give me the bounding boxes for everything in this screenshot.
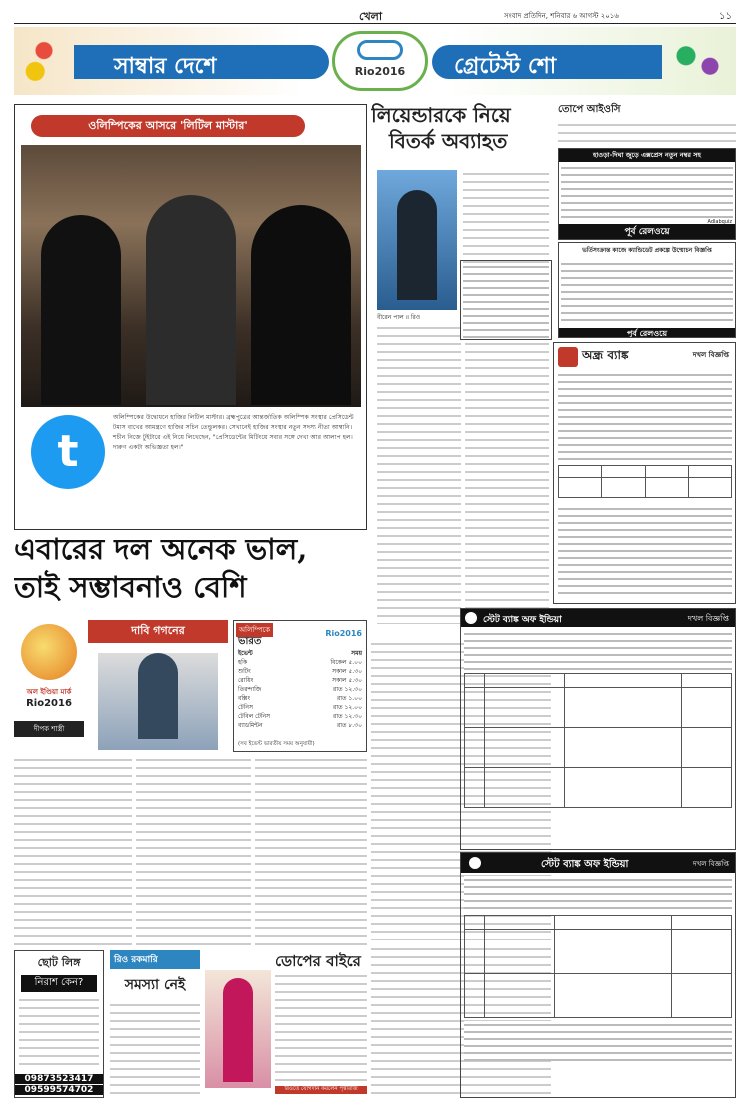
andhra-logo-icon bbox=[558, 347, 578, 367]
ad-andhra-bank bbox=[553, 342, 736, 604]
side-story bbox=[558, 102, 736, 146]
doping-body bbox=[275, 972, 367, 1082]
schedule-time: রাত ১২.০০ bbox=[333, 704, 362, 711]
ad-rail-body bbox=[561, 164, 733, 222]
lead-title-2: বিতর্ক অব্যাহত bbox=[389, 129, 508, 153]
photo-kicker bbox=[31, 115, 305, 137]
schedule-row bbox=[238, 676, 362, 685]
schedule-row bbox=[238, 685, 362, 694]
byline bbox=[14, 721, 84, 737]
photo-kicker-text: ওলিম্পিকের আসরে 'লিটিল মাস্টার' bbox=[88, 119, 248, 132]
andhra-sub: দখল বিজ্ঞপ্তি bbox=[692, 351, 729, 359]
dabi-box bbox=[88, 620, 228, 750]
lead-title-1: লিয়েন্ডারকে নিয়ে bbox=[371, 103, 511, 127]
photo-story bbox=[14, 104, 367, 530]
schedule-rows bbox=[234, 647, 366, 732]
rio-logo bbox=[332, 31, 428, 91]
small-ad-body bbox=[19, 996, 99, 1070]
andhra-table bbox=[558, 465, 732, 498]
schedule-row bbox=[238, 667, 362, 676]
schedule-logo: Rio2016 bbox=[325, 629, 362, 638]
person-silhouette bbox=[138, 653, 178, 739]
doping-title: ডোপের বাইরে bbox=[275, 952, 361, 970]
headline-line-1: এবারের দল অনেক ভাল, bbox=[14, 532, 308, 566]
banner-left-band bbox=[74, 45, 329, 79]
schedule-event: ইভেন্ট bbox=[238, 650, 253, 657]
small-ad bbox=[14, 950, 104, 1098]
andhra-body-2 bbox=[558, 505, 732, 599]
schedule-head bbox=[234, 621, 366, 647]
schedule-time: সকাল ৫.৩০ bbox=[332, 668, 362, 675]
sbi2-body bbox=[464, 876, 732, 912]
small-ad-phone-2: 09599574702 bbox=[15, 1085, 103, 1095]
small-ad-title: ছোট লিঙ্গ bbox=[37, 956, 81, 969]
schedule-event: হকি bbox=[238, 659, 248, 666]
ad-eastern bbox=[558, 242, 736, 338]
lead-body-2 bbox=[377, 324, 461, 624]
schedule-box bbox=[233, 620, 367, 752]
sbi-logo-icon bbox=[465, 612, 477, 624]
doping-photo bbox=[205, 970, 271, 1088]
top-line bbox=[14, 6, 736, 24]
main-photo bbox=[21, 145, 361, 407]
gagan-story-text-3 bbox=[255, 756, 367, 946]
banner-right-band bbox=[432, 45, 662, 79]
side-story-title: তোপে আইওসি bbox=[558, 104, 621, 115]
photo-caption: অলিম্পিকের উদ্বোধনে হাজির লিটিল মাস্টার। ব্রহ্মপুত্রের আন্তর্জাতিক অলিম্পিক সংস্থার প্রেসিডেন্ট টমাস বাখের আমন্ত্রণে হাজির সচিন তেন্ডুলকর। সেখানেই হাজির সংস্থার নতুন সদস্য নীতা আম্বানি। শচীন নিজে টুইটারে এই নিয়ে লিখেছেন, "প্রেসিডেন্টের মিটিংয়ে সবার সঙ্গে দেখা আর আলাপ হল। দারুণ একটা অভিজ্ঞতা হল।" bbox=[113, 414, 354, 451]
gagan-story-text-2 bbox=[136, 756, 251, 946]
schedule-row bbox=[238, 721, 362, 730]
schedule-event: বক্সিং bbox=[238, 695, 251, 702]
andhra-body bbox=[558, 371, 732, 461]
rakomari-body bbox=[110, 1001, 200, 1098]
schedule-time: সকাল ৫.৩০ bbox=[332, 677, 362, 684]
banner-right-text: গ্রেটেস্ট শো bbox=[454, 53, 557, 79]
person-silhouette bbox=[251, 205, 351, 405]
mascot-box bbox=[14, 620, 84, 750]
schedule-title-text: অলিম্পিকে bbox=[239, 626, 271, 634]
sports-pictogram-icon bbox=[22, 35, 66, 87]
ad-rail-title-text: হাওড়া-দিঘা জুড়ে এক্সপ্রেস নতুন নম্বর সহ bbox=[593, 151, 701, 159]
notice-body bbox=[463, 263, 549, 339]
small-ad-sub-text: নিরাশ কেন? bbox=[34, 977, 84, 988]
notice-box bbox=[460, 260, 552, 340]
ad-rail-logo: Adlabquiz bbox=[707, 219, 732, 225]
doping-caption bbox=[275, 1086, 367, 1094]
paper-date: সংবাদ প্রতিদিন, শনিবার ৬ আগস্ট ২০১৬ bbox=[504, 12, 619, 20]
person-silhouette bbox=[397, 190, 437, 300]
sbi-logo-icon bbox=[469, 857, 481, 869]
rakomari-heading: সমস্যা নেই bbox=[124, 977, 186, 993]
twitter-icon: t bbox=[31, 415, 105, 489]
schedule-time: রাত ১.০০ bbox=[336, 695, 362, 702]
sbi1-sub: দখল বিজ্ঞপ্তি bbox=[687, 614, 729, 623]
schedule-time: রাত ৮.৩০ bbox=[336, 722, 362, 729]
schedule-sub: ভারত bbox=[238, 636, 262, 647]
schedule-event: ব্যাডমিন্টন bbox=[238, 722, 263, 729]
ad-eastern-foot-text: পূর্ব রেলওয়ে bbox=[626, 329, 668, 338]
rio-banner bbox=[14, 27, 736, 95]
banner-left-text: সাম্বার দেশে bbox=[114, 53, 217, 79]
schedule-row bbox=[238, 712, 362, 721]
gagan-story-text bbox=[14, 756, 132, 946]
sbi2-table bbox=[464, 915, 732, 1018]
ad-sbi-1 bbox=[460, 608, 736, 850]
ad-rail-foot-text: পূর্ব রেলওয়ে bbox=[624, 227, 670, 237]
person-silhouette bbox=[41, 215, 121, 405]
mascot-logo: Rio2016 bbox=[26, 698, 72, 709]
person-silhouette bbox=[223, 978, 253, 1082]
schedule-time: রাত ১২.৩০ bbox=[333, 686, 362, 693]
rakomari-title-text: রিও রকমারি bbox=[114, 955, 158, 965]
side-story-body bbox=[558, 121, 736, 146]
schedule-event: রোয়িং bbox=[238, 677, 254, 684]
sbi2-name: স্টেট ব্যাঙ্ক অফ ইন্ডিয়া bbox=[541, 859, 629, 870]
doping-caption-text: রিওতে যোগদান করলেন পৃথ্বীরাজ bbox=[284, 1086, 358, 1092]
ad-eastern-body bbox=[561, 260, 733, 326]
schedule-row bbox=[238, 703, 362, 712]
andhra-name: অন্ধ্র ব্যাঙ্ক bbox=[582, 348, 629, 362]
sbi1-table bbox=[464, 673, 732, 808]
lead-photo-caption: বীরেন পাল ॥ রিও bbox=[377, 314, 421, 321]
rio-logo-text: Rio2016 bbox=[354, 65, 406, 78]
ad-rail-title bbox=[559, 149, 735, 162]
dabi-title bbox=[88, 620, 228, 643]
schedule-event: তিরন্দাজি bbox=[238, 686, 262, 693]
ad-rail-foot bbox=[559, 224, 735, 239]
small-ad-sub bbox=[21, 975, 97, 992]
schedule-row bbox=[238, 694, 362, 703]
sbi1-name: স্টেট ব্যাঙ্ক অফ ইন্ডিয়া bbox=[483, 615, 562, 625]
small-ad-phone-1: 09873523417 bbox=[15, 1074, 103, 1084]
rakomari-title bbox=[110, 950, 200, 969]
section-label: খেলা bbox=[359, 10, 383, 23]
ad-eastern-foot bbox=[559, 328, 735, 338]
rio-rakomari bbox=[110, 950, 200, 1098]
ad-eastern-title: ভর্তিসংক্রান্ত কাজে ক্যান্ডিডেট প্রকল্পে উন্মোচন বিজ্ঞপ্তি bbox=[582, 247, 712, 254]
schedule-event: শুটিং bbox=[238, 668, 251, 675]
byline-text: দীপক শাস্ত্রী bbox=[33, 725, 65, 733]
schedule-event: টেনিস bbox=[238, 704, 253, 711]
sbi2-foot bbox=[464, 1021, 732, 1061]
schedule-row bbox=[238, 658, 362, 667]
lead-body-3 bbox=[465, 324, 549, 624]
sports-pictogram-icon bbox=[668, 35, 728, 87]
schedule-time: সময় bbox=[351, 650, 362, 657]
ad-rail bbox=[558, 148, 736, 240]
rings-icon bbox=[357, 40, 403, 60]
mascot-label: অল ইণ্ডিয়া মার্ক bbox=[26, 688, 72, 696]
person-silhouette bbox=[146, 195, 236, 405]
schedule-time: রাত ১২.৩০ bbox=[333, 713, 362, 720]
mascot-icon bbox=[21, 624, 77, 680]
ad-sbi-2 bbox=[460, 852, 736, 1098]
schedule-note: (সব ইভেন্ট ভারতীয় সময় অনুযায়ী) bbox=[238, 741, 315, 747]
sbi1-head bbox=[461, 609, 735, 627]
page-number: ১১ bbox=[719, 11, 732, 22]
sbi2-sub: দখল বিজ্ঞপ্তি bbox=[692, 860, 729, 868]
headline-big bbox=[14, 530, 367, 612]
doping-story bbox=[205, 950, 367, 1098]
sbi2-head bbox=[461, 853, 735, 873]
shooter-photo bbox=[98, 653, 218, 750]
schedule-event: টেবিল টেনিস bbox=[238, 713, 271, 720]
headline-line-2: তাই সম্ভাবনাও বেশি bbox=[14, 570, 247, 604]
schedule-time: বিকেল ৫.০০ bbox=[330, 659, 362, 666]
lead-photo bbox=[377, 170, 457, 310]
lead-story bbox=[371, 102, 551, 632]
dabi-title-text: দাবি গগনের bbox=[131, 624, 185, 637]
sbi1-body bbox=[464, 630, 732, 670]
